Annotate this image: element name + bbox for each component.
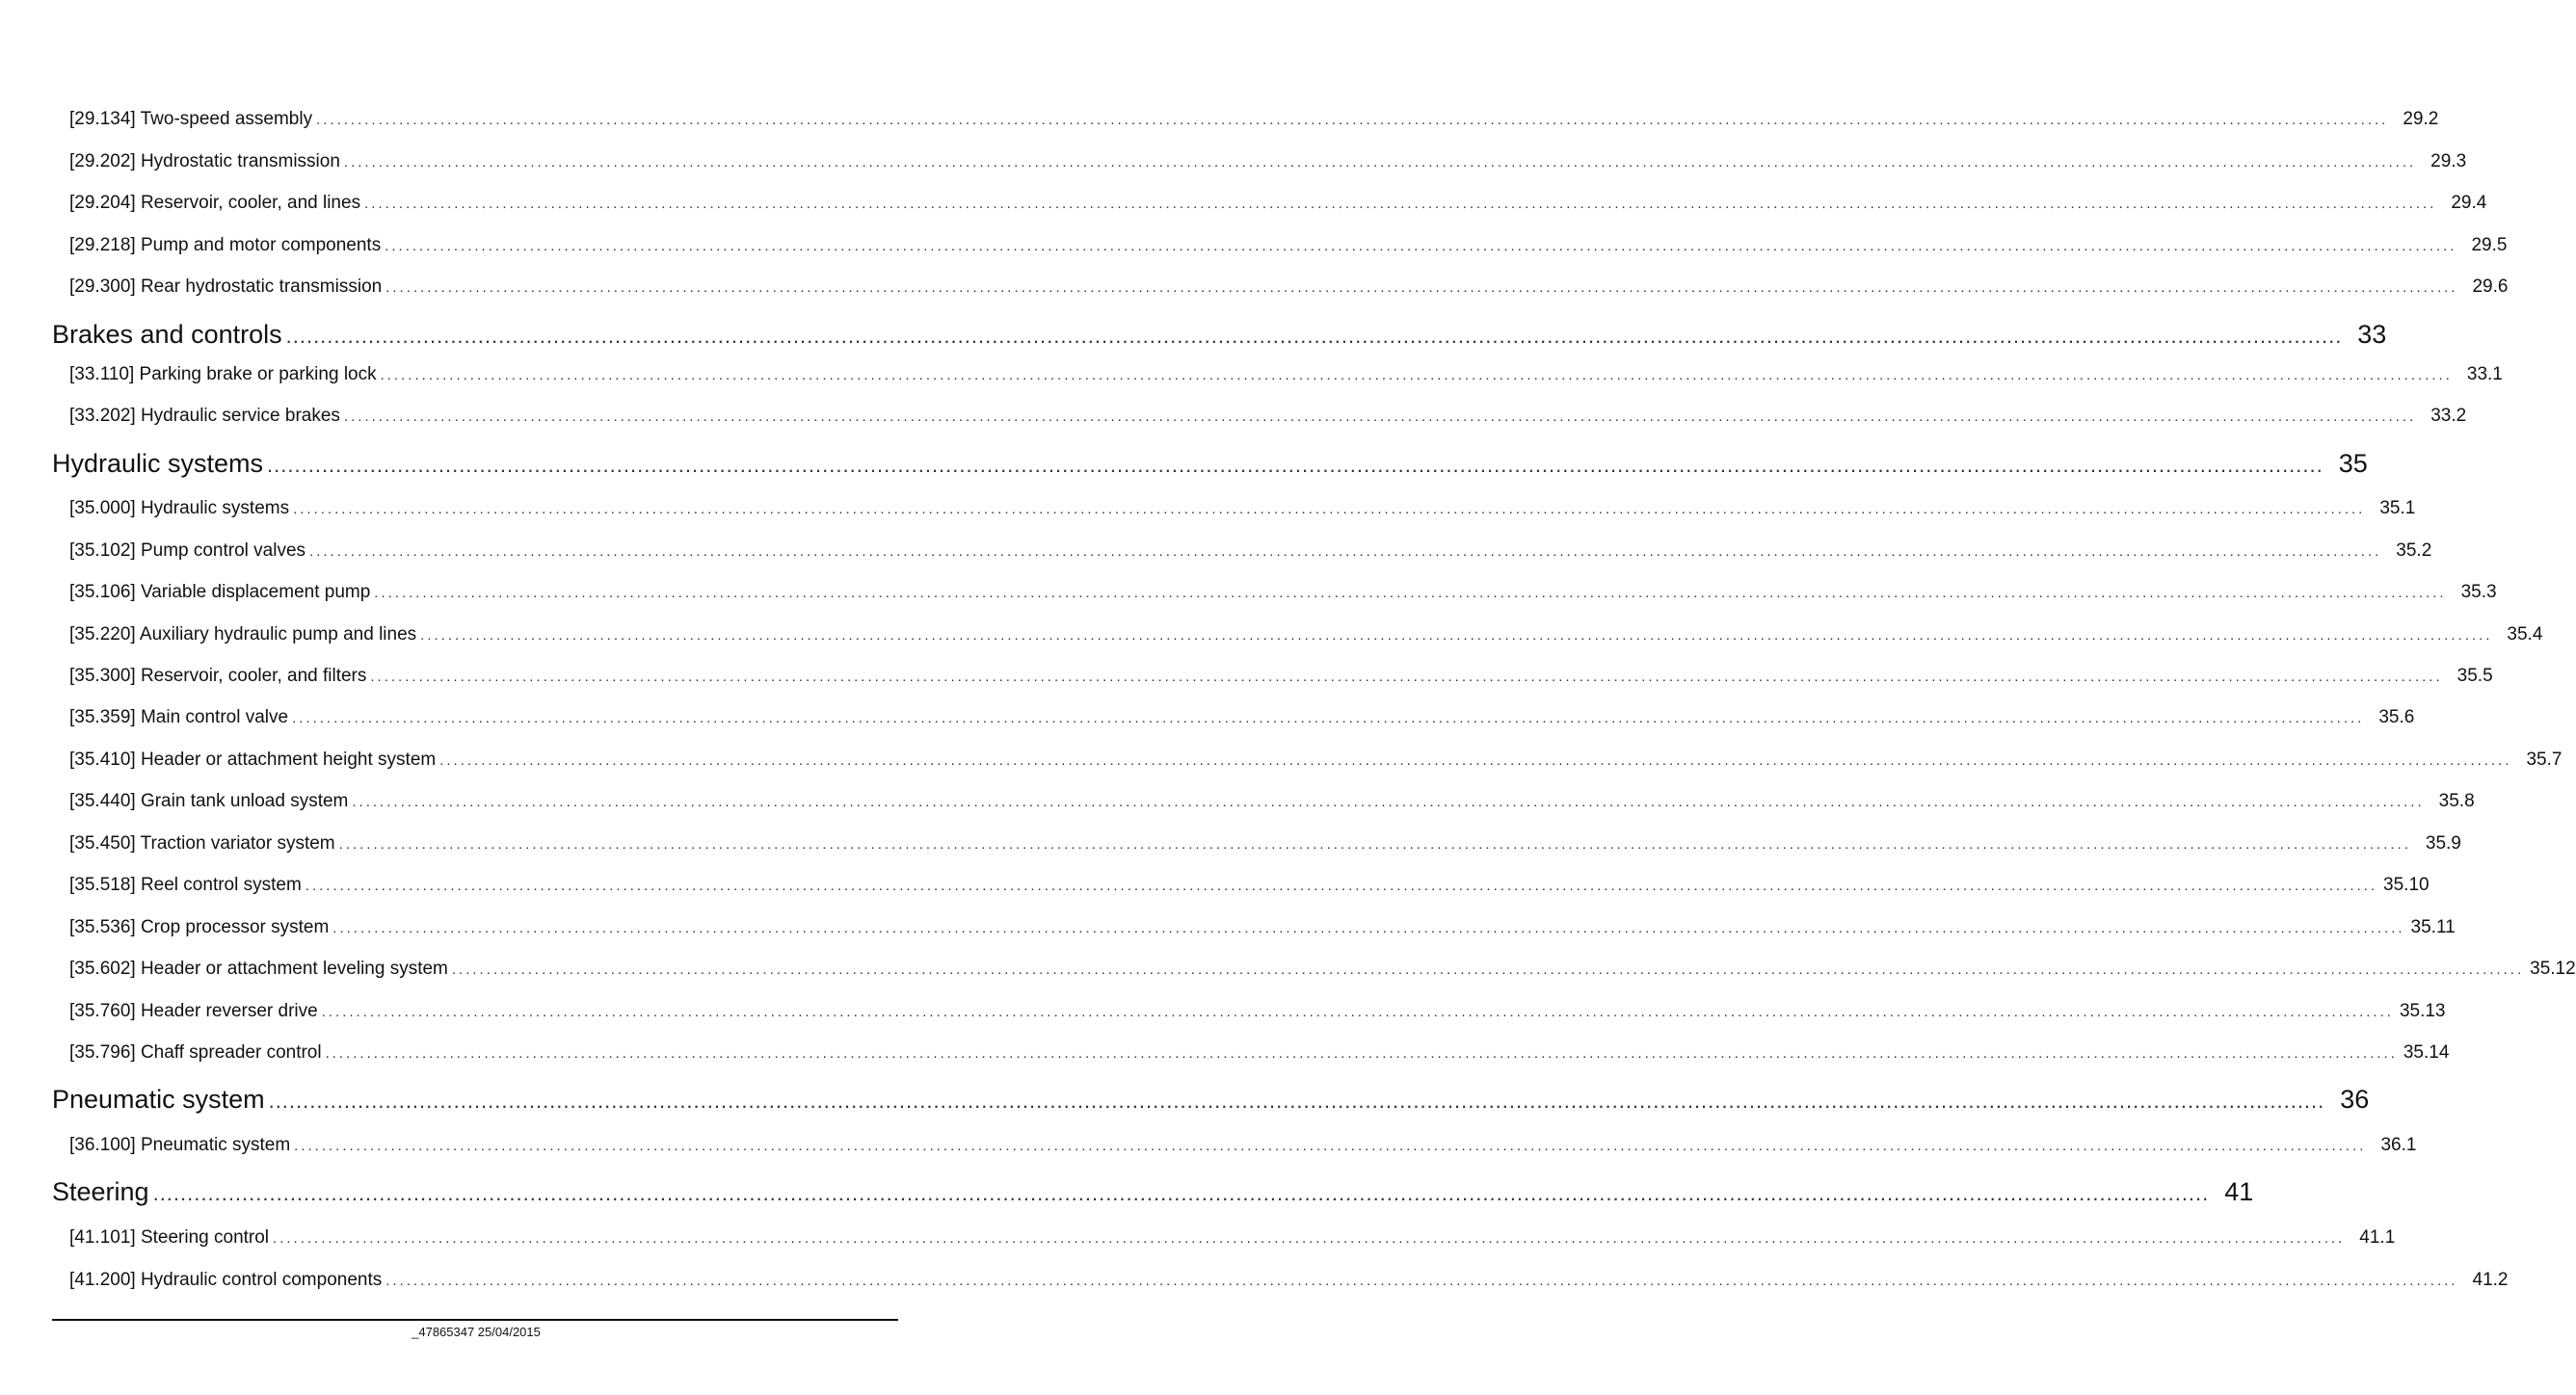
dot-leader: ............................................................................................................................................................................................................................................................................................................ (352, 794, 2425, 810)
dot-leader: ............................................................................................................................................................................................................................................................................................................ (385, 279, 2458, 296)
toc-page-number: 29.6 (2472, 276, 2509, 297)
toc-chapter-title: Brakes and controls (52, 320, 282, 349)
toc-entry-title: [35.536] Crop processor system (69, 917, 330, 937)
toc-page-number: 29.4 (2451, 193, 2487, 213)
toc-page-number: 33 (2357, 320, 2387, 349)
dot-leader: ............................................................................................................................................................................................................................................................................................................ (420, 627, 2493, 644)
toc-page-number: 35.13 (2399, 1001, 2446, 1021)
dot-leader: ............................................................................................................................................................................................................................................................................................................ (451, 961, 2525, 978)
toc-entry[interactable] (69, 1040, 2450, 1066)
dot-leader: ............................................................................................................................................................................................................................................................................................................ (305, 878, 2378, 894)
toc-entry[interactable] (69, 580, 2497, 605)
dot-leader: ............................................................................................................................................................................................................................................................................................................ (374, 585, 2447, 601)
toc-page-number: 35.9 (2425, 833, 2461, 854)
toc-page-number: 35.6 (2378, 707, 2415, 727)
toc-entry[interactable] (69, 496, 2416, 521)
toc-entry[interactable] (69, 622, 2543, 647)
footer-divider (52, 1319, 898, 1321)
toc-page-number: 33.2 (2430, 406, 2467, 426)
toc-page-number: 29.5 (2471, 235, 2508, 255)
toc-entry-title: [35.518] Reel control system (69, 875, 302, 895)
toc-entry[interactable] (69, 873, 2430, 898)
toc-entry[interactable] (69, 705, 2415, 730)
dot-leader: ............................................................................................................................................................................................................................................................................................................ (309, 543, 2382, 560)
dot-leader: ............................................................................................................................................................................................................................................................................................................ (332, 920, 2405, 936)
toc-page-number: 35.3 (2460, 582, 2497, 602)
toc-entry-title: [29.204] Reservoir, cooler, and lines (69, 193, 361, 213)
dot-leader: ............................................................................................................................................................................................................................................................................................................ (268, 1089, 2325, 1113)
toc-entry[interactable] (69, 404, 2467, 429)
toc-entry-title: [35.440] Grain tank unload system (69, 791, 349, 811)
toc-entry-title: [35.796] Chaff spreader control (69, 1042, 322, 1063)
dot-leader: ............................................................................................................................................................................................................................................................................................................ (325, 1045, 2398, 1062)
toc-chapter-title: Pneumatic system (52, 1085, 265, 1114)
toc-page-number: 41.1 (2359, 1227, 2396, 1248)
dot-leader: ............................................................................................................................................................................................................................................................................................................ (321, 1004, 2394, 1020)
toc-entry-title: [33.202] Hydraulic service brakes (69, 406, 340, 426)
dot-leader: ............................................................................................................................................................................................................................................................................................................ (343, 154, 2417, 171)
toc-entry[interactable] (69, 1133, 2417, 1158)
toc-entry-title: [36.100] Pneumatic system (69, 1135, 291, 1155)
toc-entry[interactable] (69, 539, 2432, 564)
toc-page-number: 35.8 (2438, 791, 2475, 811)
toc-entry[interactable] (69, 789, 2475, 814)
toc-page-number: 36.1 (2380, 1135, 2417, 1155)
toc-entry-title: [29.218] Pump and motor components (69, 235, 382, 255)
toc-entry-title: [35.602] Header or attachment leveling system (69, 959, 448, 979)
toc-page-number: 36 (2340, 1085, 2370, 1114)
toc-entry-title: [29.202] Hydrostatic transmission (69, 151, 340, 171)
dot-leader: ............................................................................................................................................................................................................................................................................................................ (316, 112, 2389, 128)
toc-chapter-entry[interactable] (52, 317, 2387, 352)
toc-entry[interactable] (69, 362, 2503, 387)
dot-leader: ............................................................................................................................................................................................................................................................................................................ (370, 669, 2443, 685)
toc-entry[interactable] (69, 233, 2508, 258)
toc-page-number: 35.2 (2396, 540, 2432, 561)
toc-page-number: 35 (2338, 449, 2368, 478)
toc-page-number: 41.2 (2472, 1270, 2509, 1290)
toc-chapter-entry[interactable] (52, 1082, 2370, 1117)
toc-entry[interactable] (69, 1225, 2396, 1250)
toc-page-number: 33.1 (2466, 364, 2503, 384)
dot-leader: ............................................................................................................................................................................................................................................................................................................ (294, 1138, 2367, 1154)
toc-entry-title: [35.106] Variable displacement pump (69, 582, 371, 602)
toc-entry[interactable] (69, 831, 2461, 856)
toc-chapter-entry[interactable] (52, 446, 2368, 481)
toc-page-number: 35.14 (2403, 1042, 2450, 1063)
dot-leader: ............................................................................................................................................................................................................................................................................................................ (285, 324, 2343, 348)
footer-doc-id: _47865347 25/04/2015 (412, 1325, 541, 1339)
toc-page-number: 35.7 (2526, 750, 2563, 770)
toc-entry[interactable] (69, 1268, 2509, 1293)
toc-page-number: 29.3 (2430, 151, 2467, 171)
dot-leader: ............................................................................................................................................................................................................................................................................................................ (380, 367, 2453, 383)
toc-page-number: 41 (2224, 1177, 2254, 1206)
toc-chapter-title: Hydraulic systems (52, 449, 264, 478)
dot-leader: ............................................................................................................................................................................................................................................................................................................ (343, 408, 2417, 425)
toc-chapter-entry[interactable] (52, 1174, 2254, 1209)
toc-entry[interactable] (69, 999, 2446, 1024)
dot-leader: ............................................................................................................................................................................................................................................................................................................ (292, 710, 2365, 726)
toc-entry[interactable] (69, 107, 2439, 132)
toc-page-number: 35.1 (2379, 498, 2416, 518)
toc-entry-title: [33.110] Parking brake or parking lock (69, 364, 377, 384)
toc-entry[interactable] (69, 275, 2509, 300)
toc-entry-title: [35.300] Reservoir, cooler, and filters (69, 666, 367, 686)
toc-page-number: 35.12 (2530, 959, 2576, 979)
dot-leader: ............................................................................................................................................................................................................................................................................................................ (152, 1181, 2210, 1205)
toc-entry-title: [35.000] Hydraulic systems (69, 498, 290, 518)
toc-entry-title: [35.359] Main control valve (69, 707, 289, 727)
dot-leader: ............................................................................................................................................................................................................................................................................................................ (273, 1230, 2346, 1247)
dot-leader: ............................................................................................................................................................................................................................................................................................................ (385, 1273, 2458, 1289)
toc-page-number: 29.2 (2403, 109, 2439, 129)
toc-entry-title: [29.300] Rear hydrostatic transmission (69, 276, 383, 297)
toc-entry-title: [35.220] Auxiliary hydraulic pump and lines (69, 624, 417, 645)
dot-leader: ............................................................................................................................................................................................................................................................................................................ (439, 752, 2512, 769)
toc-entry-title: [35.760] Header reverser drive (69, 1001, 318, 1021)
toc-entry[interactable] (69, 957, 2576, 982)
dot-leader: ............................................................................................................................................................................................................................................................................................................ (267, 453, 2324, 477)
dot-leader: ............................................................................................................................................................................................................................................................................................................ (364, 196, 2437, 212)
toc-page-number: 35.11 (2410, 917, 2456, 937)
toc-page-number: 35.5 (2456, 666, 2493, 686)
toc-entry[interactable] (69, 748, 2563, 773)
toc-entry-title: [35.450] Traction variator system (69, 833, 335, 854)
dot-leader: ............................................................................................................................................................................................................................................................................................................ (338, 836, 2411, 853)
toc-entry[interactable] (69, 664, 2493, 689)
toc-entry[interactable] (69, 149, 2467, 174)
toc-entry-title: [41.101] Steering control (69, 1227, 270, 1248)
toc-entry-title: [29.134] Two-speed assembly (69, 109, 313, 129)
toc-entry-title: [41.200] Hydraulic control components (69, 1270, 383, 1290)
toc-chapter-title: Steering (52, 1177, 149, 1206)
toc-entry-title: [35.410] Header or attachment height system (69, 750, 437, 770)
toc-entry-title: [35.102] Pump control valves (69, 540, 306, 561)
dot-leader: ............................................................................................................................................................................................................................................................................................................ (385, 238, 2457, 254)
toc-page-number: 35.4 (2507, 624, 2543, 645)
toc-entry[interactable] (69, 915, 2456, 940)
toc-entry[interactable] (69, 191, 2487, 216)
dot-leader: ............................................................................................................................................................................................................................................................................................................ (293, 501, 2366, 517)
toc-page-number: 35.10 (2383, 875, 2430, 895)
